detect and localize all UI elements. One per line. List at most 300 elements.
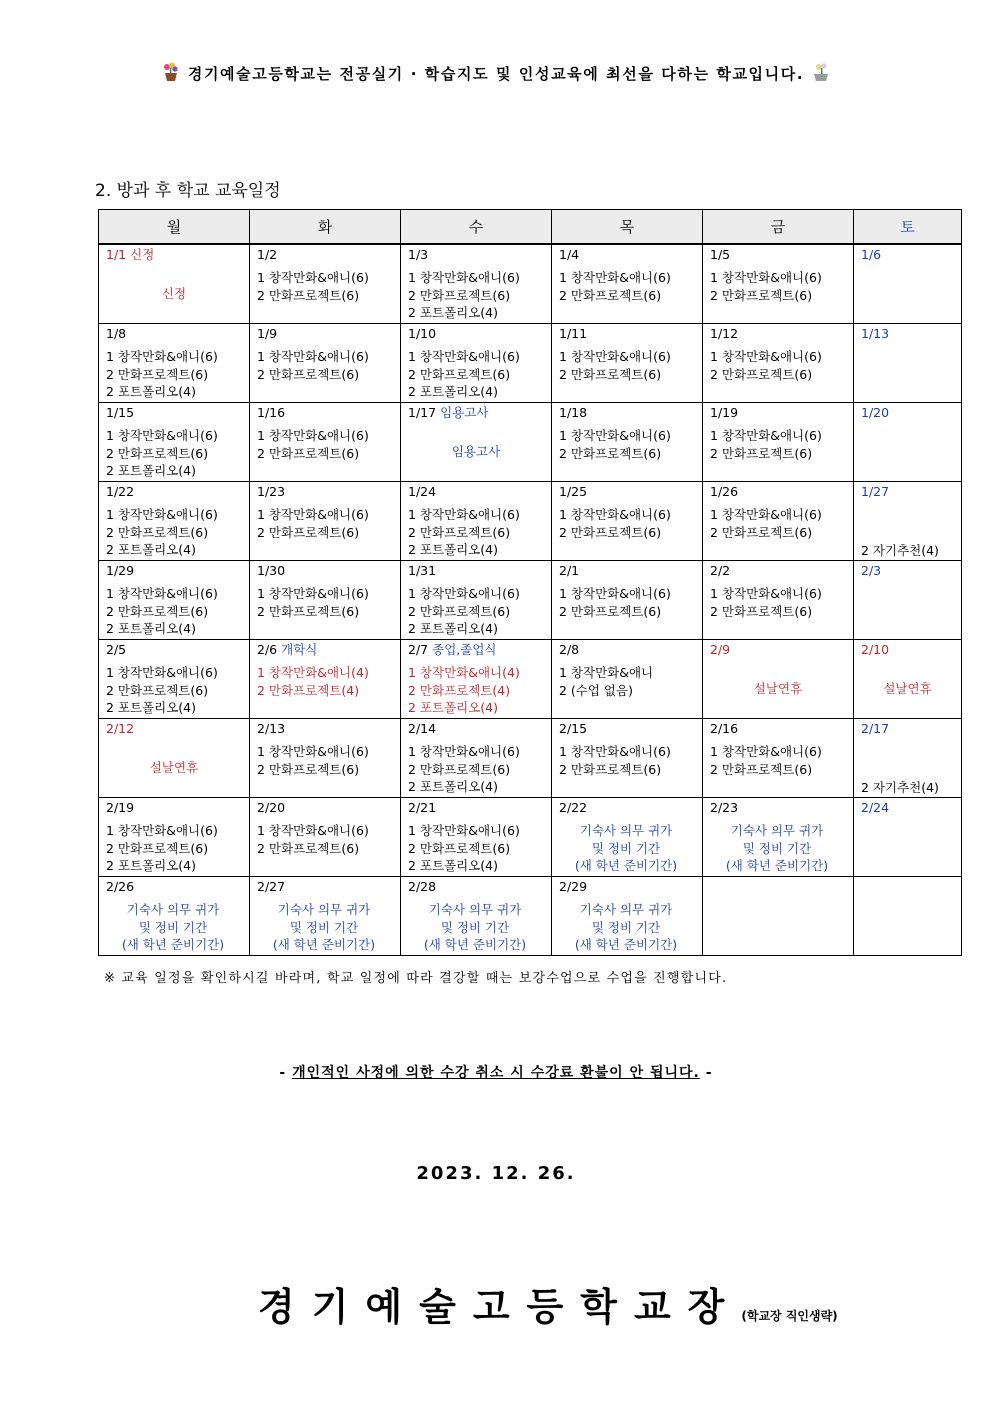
day-cell xyxy=(854,403,962,482)
weekday-header: 화 xyxy=(250,210,401,245)
day-cell xyxy=(854,244,962,324)
cell-date: 1/1 xyxy=(106,247,127,262)
class-item: 1 창작만화&애니(6) xyxy=(408,349,520,364)
cell-date-line xyxy=(99,719,249,740)
cell-date-line xyxy=(703,482,853,503)
day-cell xyxy=(703,877,854,956)
cell-date: 1/4 xyxy=(559,247,580,262)
class-item: 1 창작만화&애니(6) xyxy=(257,507,369,522)
cell-date: 1/17 xyxy=(408,405,437,420)
day-cell xyxy=(854,798,962,877)
class-item: 1 창작만화&애니(6) xyxy=(559,270,671,285)
cell-date-line xyxy=(401,403,551,424)
cell-date: 1/18 xyxy=(559,405,588,420)
cell-date-line xyxy=(854,719,961,740)
week-row xyxy=(99,798,962,877)
cell-date: 1/6 xyxy=(861,247,882,262)
day-cell xyxy=(854,640,962,719)
dorm-notice-line: 및 정비 기간 xyxy=(591,919,661,935)
class-item: 1 창작만화&애니(4) xyxy=(408,665,520,680)
cell-date: 2/7 xyxy=(408,642,429,657)
cell-date: 1/24 xyxy=(408,484,437,499)
class-item: 1 창작만화&애니(6) xyxy=(710,586,822,601)
class-item: 1 창작만화&애니(6) xyxy=(408,744,520,759)
class-item: 2 포트폴리오(4) xyxy=(106,700,197,715)
dorm-notice-line: (새 학년 준비기간) xyxy=(272,937,376,952)
class-item: 2 포트폴리오(4) xyxy=(106,463,197,478)
day-cell xyxy=(99,719,250,798)
class-list xyxy=(552,582,702,620)
class-list xyxy=(552,661,702,699)
day-cell xyxy=(854,877,962,956)
day-cell xyxy=(703,719,854,798)
refund-suffix: - xyxy=(699,1065,713,1081)
cell-date-line xyxy=(401,640,551,661)
cell-event-label: 임용고사 xyxy=(440,405,489,420)
dorm-notice-line: 및 정비 기간 xyxy=(440,919,510,935)
class-item: 2 만화프로젝트(6) xyxy=(710,524,813,540)
cell-event-label: 개학식 xyxy=(281,642,318,657)
class-list xyxy=(99,424,249,480)
class-item: 2 만화프로젝트(6) xyxy=(408,524,511,540)
class-item: 1 창작만화&애니 xyxy=(559,665,654,680)
cell-date: 2/8 xyxy=(559,642,580,657)
class-item: 2 만화프로젝트(4) xyxy=(408,682,511,698)
cell-date: 2/10 xyxy=(861,642,890,657)
schedule-table xyxy=(98,209,962,956)
class-item: 2 만화프로젝트(6) xyxy=(257,761,360,777)
cell-date-line xyxy=(552,482,702,503)
class-list xyxy=(401,819,551,875)
class-list xyxy=(703,424,853,462)
cell-date: 1/26 xyxy=(710,484,739,499)
day-cell xyxy=(401,482,552,561)
dorm-notice-line: 기숙사 의무 귀가 xyxy=(126,902,220,917)
cell-date-line xyxy=(99,798,249,819)
class-item: 1 창작만화&애니(6) xyxy=(710,270,822,285)
refund-prefix: - xyxy=(279,1065,293,1081)
class-item: 2 만화프로젝트(6) xyxy=(710,445,813,461)
day-cell xyxy=(250,403,401,482)
day-cell xyxy=(703,798,854,877)
class-item: 2 만화프로젝트(6) xyxy=(710,603,813,619)
flower-pot-icon xyxy=(811,62,831,82)
class-item: 2 만화프로젝트(6) xyxy=(408,603,511,619)
class-item: 2 만화프로젝트(6) xyxy=(257,840,360,856)
cell-date: 2/14 xyxy=(408,721,437,736)
weekday-header: 금 xyxy=(703,210,854,245)
cell-date: 1/29 xyxy=(106,563,135,578)
class-item: 1 창작만화&애니(6) xyxy=(408,270,520,285)
class-item: 2 만화프로젝트(6) xyxy=(257,287,360,303)
cell-date-line xyxy=(99,324,249,345)
cell-date-line xyxy=(703,324,853,345)
class-list xyxy=(552,345,702,383)
cell-date: 1/15 xyxy=(106,405,135,420)
class-list xyxy=(401,266,551,322)
class-list xyxy=(250,424,400,462)
class-list xyxy=(99,503,249,559)
section-title: 2. 방과 후 학교 교육일정 xyxy=(95,181,281,201)
dorm-notice-line: 기숙사 의무 귀가 xyxy=(579,902,673,917)
cell-date-line xyxy=(250,324,400,345)
weekday-header: 수 xyxy=(401,210,552,245)
cell-date-line xyxy=(99,482,249,503)
day-cell xyxy=(250,719,401,798)
class-list xyxy=(552,266,702,304)
class-item: 1 창작만화&애니(6) xyxy=(257,744,369,759)
cell-date-line xyxy=(250,719,400,740)
class-item: 1 창작만화&애니(4) xyxy=(257,665,369,680)
cell-date: 2/19 xyxy=(106,800,135,815)
day-cell xyxy=(552,482,703,561)
class-list xyxy=(401,503,551,559)
class-item: 2 만화프로젝트(6) xyxy=(408,366,511,382)
day-cell xyxy=(703,244,854,324)
day-cell xyxy=(250,324,401,403)
class-item: 2 만화프로젝트(6) xyxy=(106,445,209,461)
class-item: 2 만화프로젝트(6) xyxy=(257,366,360,382)
dorm-notice-line: 및 정비 기간 xyxy=(591,840,661,856)
class-item: 1 창작만화&애니(6) xyxy=(257,586,369,601)
week-row xyxy=(99,640,962,719)
class-item: 2 만화프로젝트(6) xyxy=(559,287,662,303)
cell-date: 2/9 xyxy=(710,642,731,657)
week-row xyxy=(99,877,962,956)
dorm-notice-line: 기숙사 의무 귀가 xyxy=(579,823,673,838)
class-item: 2 만화프로젝트(6) xyxy=(408,287,511,303)
class-item: 1 창작만화&애니(6) xyxy=(106,507,218,522)
cell-date: 2/15 xyxy=(559,721,588,736)
cell-date: 1/9 xyxy=(257,326,278,341)
page-header xyxy=(0,62,992,84)
dorm-notice-line: 및 정비 기간 xyxy=(138,919,208,935)
cell-date: 2/21 xyxy=(408,800,437,815)
day-cell xyxy=(401,244,552,324)
refund-notice xyxy=(0,1062,992,1082)
cell-date-line xyxy=(854,403,961,424)
class-item: 2 만화프로젝트(6) xyxy=(106,682,209,698)
day-cell xyxy=(854,324,962,403)
class-item: 2 만화프로젝트(6) xyxy=(559,524,662,540)
cell-date: 1/27 xyxy=(861,484,890,499)
cell-date: 1/12 xyxy=(710,326,739,341)
day-cell xyxy=(250,798,401,877)
cell-date: 2/6 xyxy=(257,642,278,657)
principal-title: 경기예술고등학교장 xyxy=(258,1285,742,1329)
week-row xyxy=(99,482,962,561)
cell-date-line xyxy=(99,403,249,424)
day-cell xyxy=(552,877,703,956)
class-item: 2 만화프로젝트(6) xyxy=(559,603,662,619)
day-cell xyxy=(552,640,703,719)
cell-date: 1/16 xyxy=(257,405,286,420)
dorm-notice-line: (새 학년 준비기간) xyxy=(725,858,829,873)
cell-date-line xyxy=(703,798,853,819)
class-item: 1 창작만화&애니(6) xyxy=(559,744,671,759)
cell-date-line xyxy=(854,482,961,503)
class-item: 2 포트폴리오(4) xyxy=(408,305,499,320)
day-cell xyxy=(401,324,552,403)
class-item: 1 창작만화&애니(6) xyxy=(257,428,369,443)
class-item: 2 만화프로젝트(6) xyxy=(257,524,360,540)
class-list xyxy=(552,424,702,462)
class-item: 1 창작만화&애니(6) xyxy=(710,744,822,759)
class-item: 1 창작만화&애니(6) xyxy=(408,586,520,601)
class-item: 1 창작만화&애니(6) xyxy=(559,428,671,443)
class-list xyxy=(703,266,853,304)
week-row xyxy=(99,561,962,640)
cell-date: 2/23 xyxy=(710,800,739,815)
cell-date-line xyxy=(401,245,551,266)
day-cell xyxy=(703,640,854,719)
cell-date-line xyxy=(401,561,551,582)
class-item: 2 만화프로젝트(4) xyxy=(257,682,360,698)
cell-date-line xyxy=(401,324,551,345)
class-item: 1 창작만화&애니(6) xyxy=(106,823,218,838)
class-item: 2 포트폴리오(4) xyxy=(106,621,197,636)
cell-date: 1/22 xyxy=(106,484,135,499)
dorm-notice xyxy=(703,819,853,875)
dorm-notice-line: (새 학년 준비기간) xyxy=(574,937,678,952)
cell-event-label: 종업,졸업식 xyxy=(432,642,497,657)
class-item: 1 창작만화&애니(6) xyxy=(710,349,822,364)
cell-event-label: 신정 xyxy=(130,247,155,262)
principal-signature xyxy=(258,1276,838,1331)
cell-date: 2/2 xyxy=(710,563,731,578)
cell-date: 2/16 xyxy=(710,721,739,736)
class-item: 2 만화프로젝트(6) xyxy=(106,840,209,856)
cell-date: 1/19 xyxy=(710,405,739,420)
dorm-notice-line: 기숙사 의무 귀가 xyxy=(277,902,371,917)
class-item: 1 창작만화&애니(6) xyxy=(408,823,520,838)
week-row xyxy=(99,324,962,403)
class-list xyxy=(250,819,400,857)
cell-date-line xyxy=(99,640,249,661)
day-cell xyxy=(703,324,854,403)
cell-date-line xyxy=(552,798,702,819)
cell-date: 1/25 xyxy=(559,484,588,499)
cell-date: 2/20 xyxy=(257,800,286,815)
dorm-notice xyxy=(552,819,702,875)
schedule-body xyxy=(99,244,962,956)
day-cell xyxy=(250,640,401,719)
schedule-note: ※ 교육 일정을 확인하시길 바라며, 학교 일정에 따라 결강할 때는 보강수업으로 수업을 진행합니다. xyxy=(104,971,728,986)
class-list xyxy=(401,740,551,796)
cell-date: 1/11 xyxy=(559,326,588,341)
class-item: 2 포트폴리오(4) xyxy=(408,779,499,794)
cell-date-line xyxy=(250,877,400,898)
class-item: 1 창작만화&애니(6) xyxy=(106,586,218,601)
cell-date: 1/13 xyxy=(861,326,890,341)
day-cell xyxy=(401,640,552,719)
class-item: 2 포트폴리오(4) xyxy=(408,858,499,873)
class-item: 2 포트폴리오(4) xyxy=(408,384,499,399)
class-list xyxy=(703,503,853,541)
class-item: 2 만화프로젝트(6) xyxy=(106,603,209,619)
class-item: 1 창작만화&애니(6) xyxy=(408,507,520,522)
cell-date-line xyxy=(250,561,400,582)
class-list xyxy=(552,740,702,778)
day-cell xyxy=(401,561,552,640)
weekday-header-row xyxy=(99,210,962,245)
holiday-label: 설날연휴 xyxy=(149,760,199,775)
day-cell xyxy=(401,403,552,482)
class-list xyxy=(401,582,551,638)
cell-date-line xyxy=(703,245,853,266)
cell-date: 2/1 xyxy=(559,563,580,578)
class-item: 2 만화프로젝트(6) xyxy=(257,445,360,461)
dorm-notice-line: 기숙사 의무 귀가 xyxy=(428,902,522,917)
cell-date: 2/29 xyxy=(559,879,588,894)
cell-date: 1/20 xyxy=(861,405,890,420)
day-cell xyxy=(99,877,250,956)
dorm-notice xyxy=(552,898,702,954)
day-cell xyxy=(99,324,250,403)
issue-date: 2023. 12. 26. xyxy=(416,1163,576,1184)
day-cell xyxy=(401,877,552,956)
cell-date-line xyxy=(552,403,702,424)
holiday-label: 임용고사 xyxy=(451,444,501,459)
cell-date-line xyxy=(99,561,249,582)
day-cell xyxy=(99,561,250,640)
cell-date-line xyxy=(703,403,853,424)
cell-date-line xyxy=(854,798,961,819)
class-item: 2 만화프로젝트(6) xyxy=(106,524,209,540)
dorm-notice-line: 및 정비 기간 xyxy=(742,840,812,856)
day-cell xyxy=(250,482,401,561)
cell-date: 1/31 xyxy=(408,563,437,578)
holiday-label: 설날연휴 xyxy=(753,681,803,696)
dorm-notice-line: (새 학년 준비기간) xyxy=(121,937,225,952)
day-cell xyxy=(99,403,250,482)
class-list xyxy=(99,582,249,638)
class-item: 2 포트폴리오(4) xyxy=(408,700,499,715)
cell-date: 1/23 xyxy=(257,484,286,499)
dorm-notice-line: (새 학년 준비기간) xyxy=(423,937,527,952)
cell-date-line xyxy=(552,324,702,345)
class-item: 2 만화프로젝트(6) xyxy=(559,761,662,777)
class-list xyxy=(250,661,400,699)
cell-date-line xyxy=(250,245,400,266)
class-item: 2 포트폴리오(4) xyxy=(106,542,197,557)
class-item: 2 (수업 없음) xyxy=(559,682,633,698)
day-cell xyxy=(552,798,703,877)
cell-date-line xyxy=(703,640,853,661)
day-cell xyxy=(703,403,854,482)
cell-date-line xyxy=(854,561,961,582)
holiday-label: 설날연휴 xyxy=(883,681,932,696)
flower-pot-icon xyxy=(161,62,181,82)
dorm-notice xyxy=(250,898,400,954)
dorm-notice-line: 및 정비 기간 xyxy=(289,919,359,935)
cell-date-line xyxy=(703,719,853,740)
holiday-label: 신정 xyxy=(161,286,187,301)
cell-date-line xyxy=(854,640,961,661)
cell-date-line xyxy=(703,561,853,582)
class-list xyxy=(250,503,400,541)
class-list xyxy=(703,582,853,620)
cell-date: 2/5 xyxy=(106,642,127,657)
day-cell xyxy=(99,244,250,324)
class-item: 2 자기추천(4) xyxy=(861,542,939,558)
day-cell xyxy=(552,244,703,324)
day-cell xyxy=(854,561,962,640)
cell-date-line xyxy=(854,245,961,266)
day-cell xyxy=(552,403,703,482)
cell-date: 2/17 xyxy=(861,721,890,736)
day-cell xyxy=(99,482,250,561)
day-cell xyxy=(401,798,552,877)
cell-date-line xyxy=(250,482,400,503)
class-item: 1 창작만화&애니(6) xyxy=(106,665,218,680)
weekday-header-saturday: 토 xyxy=(854,210,962,245)
class-list xyxy=(552,503,702,541)
cell-date: 2/28 xyxy=(408,879,437,894)
day-cell xyxy=(703,561,854,640)
day-cell xyxy=(552,324,703,403)
class-item: 2 포트폴리오(4) xyxy=(408,621,499,636)
cell-date: 2/22 xyxy=(559,800,588,815)
cell-date: 1/8 xyxy=(106,326,127,341)
cell-date-line xyxy=(250,640,400,661)
class-item: 2 만화프로젝트(6) xyxy=(408,761,511,777)
day-cell xyxy=(552,719,703,798)
cell-date-line xyxy=(552,640,702,661)
class-list xyxy=(250,582,400,620)
day-cell xyxy=(854,719,962,798)
dorm-notice-line: 기숙사 의무 귀가 xyxy=(730,823,824,838)
class-item: 2 만화프로젝트(6) xyxy=(559,366,662,382)
cell-date-line xyxy=(401,877,551,898)
cell-date: 2/27 xyxy=(257,879,286,894)
cell-date: 1/2 xyxy=(257,247,278,262)
cell-date-line xyxy=(552,561,702,582)
day-cell xyxy=(552,561,703,640)
class-list xyxy=(99,819,249,875)
dorm-notice-line: (새 학년 준비기간) xyxy=(574,858,678,873)
class-list xyxy=(250,266,400,304)
cell-date-line xyxy=(401,798,551,819)
day-cell xyxy=(99,640,250,719)
class-item: 1 창작만화&애니(6) xyxy=(710,507,822,522)
cell-date: 1/30 xyxy=(257,563,286,578)
class-item: 1 창작만화&애니(6) xyxy=(559,507,671,522)
cell-date: 2/3 xyxy=(861,563,882,578)
weekday-header: 목 xyxy=(552,210,703,245)
class-item: 2 만화프로젝트(6) xyxy=(106,366,209,382)
day-cell xyxy=(854,482,962,561)
class-item: 2 만화프로젝트(6) xyxy=(710,761,813,777)
class-item: 2 포트폴리오(4) xyxy=(106,384,197,399)
class-item: 1 창작만화&애니(6) xyxy=(106,428,218,443)
seal-note: (학교장 직인생략) xyxy=(741,1309,838,1323)
week-row xyxy=(99,403,962,482)
cell-date-line xyxy=(250,798,400,819)
cell-date: 2/12 xyxy=(106,721,135,736)
cell-date-line xyxy=(552,877,702,898)
dorm-notice xyxy=(99,898,249,954)
class-list xyxy=(99,661,249,717)
dorm-notice xyxy=(401,898,551,954)
class-item: 1 창작만화&애니(6) xyxy=(257,270,369,285)
class-item: 2 만화프로젝트(6) xyxy=(408,840,511,856)
cell-date: 1/10 xyxy=(408,326,437,341)
cell-date: 1/5 xyxy=(710,247,731,262)
cell-date-line xyxy=(854,324,961,345)
cell-date-line xyxy=(99,245,249,266)
class-item: 2 포트폴리오(4) xyxy=(408,542,499,557)
